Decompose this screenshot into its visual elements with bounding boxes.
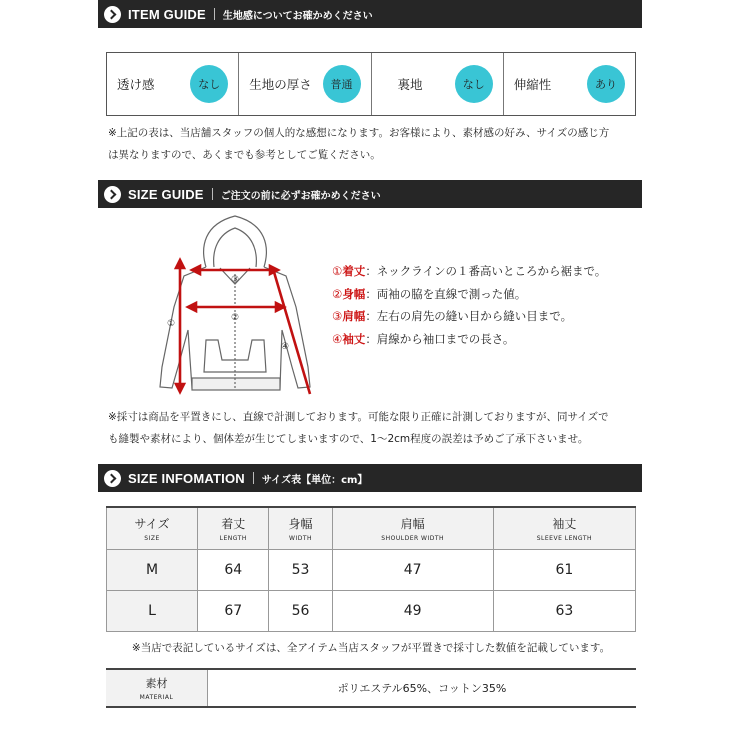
size-guide-title: SIZE GUIDE — [128, 186, 204, 202]
legend-item-shoulder: ③肩幅：左右の肩先の縫い目から縫い目まで。 — [332, 309, 573, 323]
material-row — [106, 668, 636, 708]
size-info-title: SIZE INFOMATION — [128, 470, 245, 486]
size-info-subtitle: サイズ表【単位：cm】 — [261, 474, 368, 486]
marker-shoulder: ③ — [231, 275, 240, 285]
note-line: ※採寸は商品を平置きにし、直線で計測しております。可能な限り正確に計測しておりますが、同サイズで — [108, 411, 609, 423]
guide-label: 伸縮性 — [513, 77, 552, 92]
guide-cell-transparency — [107, 53, 239, 115]
note-line: は異なりますので、あくまでも参考としてご覧ください。 — [108, 149, 381, 161]
size-table — [106, 506, 636, 632]
marker-length: ① — [167, 319, 176, 329]
table-cell: M — [107, 549, 198, 590]
divider — [212, 188, 213, 200]
guide-cell-lining — [372, 53, 504, 115]
table-cell: 49 — [332, 590, 493, 631]
guide-label: 裏地 — [397, 77, 423, 92]
chevron-right-icon — [104, 6, 121, 23]
table-cell: 53 — [269, 549, 332, 590]
note-line: ※上記の表は、当店舗スタッフの個人的な感想になります。お客様により、素材感の好み、サイズの感じ方 — [108, 127, 610, 139]
column-header-sleeve: 袖丈 SLEEVE LENGTH — [493, 507, 635, 549]
table-header-row — [107, 507, 636, 549]
material-value: ポリエステル65%、コットン35% — [337, 682, 507, 695]
size-guide-subtitle: ご注文の前に必ずお確かめください — [220, 190, 381, 202]
hoodie-measurement-diagram — [140, 212, 330, 402]
guide-value-badge: あり — [587, 65, 625, 103]
guide-value-badge: 普通 — [323, 65, 361, 103]
item-guide-header — [98, 0, 642, 28]
fabric-guide-box — [106, 52, 636, 116]
guide-value-badge: なし — [190, 65, 228, 103]
table-cell: 63 — [493, 590, 635, 631]
size-guide-header — [98, 180, 642, 208]
guide-label: 生地の厚さ — [249, 77, 312, 92]
size-info-header — [98, 464, 642, 492]
legend-item-width: ②身幅：両袖の脇を直線で測った値。 — [332, 286, 527, 301]
column-header-width: 身幅 WIDTH — [269, 507, 332, 549]
measure-lines — [176, 260, 310, 394]
guide-label: 透け感 — [117, 77, 155, 92]
marker-sleeve: ④ — [281, 342, 290, 352]
divider — [253, 472, 254, 484]
table-row — [107, 549, 636, 590]
legend-item-sleeve: ④袖丈：肩線から袖口までの長さ。 — [332, 331, 515, 346]
table-cell: 47 — [332, 549, 493, 590]
marker-width: ② — [231, 313, 240, 323]
size-info-note: ※当店で表記しているサイズは、全アイテム当店スタッフが平置きで採寸した数値を記載しています。 — [131, 642, 611, 654]
material-header: 素材 MATERIAL — [106, 670, 208, 706]
table-cell: L — [107, 590, 198, 631]
table-cell: 64 — [198, 549, 269, 590]
divider — [214, 8, 215, 20]
guide-cell-stretch — [504, 53, 635, 115]
column-header-size: サイズ SIZE — [107, 507, 198, 549]
size-guide-note — [108, 406, 636, 450]
column-header-length: 着丈 LENGTH — [198, 507, 269, 549]
item-guide-subtitle: 生地感についてお確かめください — [222, 10, 373, 22]
column-header-shoulder: 肩幅 SHOULDER WIDTH — [332, 507, 493, 549]
chevron-right-icon — [104, 186, 121, 203]
guide-cell-thickness — [239, 53, 371, 115]
legend-item-length: ①着丈：ネックラインの１番高いところから裾まで。 — [332, 264, 607, 278]
note-line: も縫製や素材により、個体差が生じてしまいますので、1〜2cm程度の誤差は予めご了承下さいませ。 — [108, 433, 589, 445]
item-guide-note — [108, 122, 636, 166]
item-guide-title: ITEM GUIDE — [128, 6, 206, 22]
hoodie-outline — [160, 216, 310, 390]
chevron-right-icon — [104, 470, 121, 487]
measurement-legend — [332, 260, 642, 350]
guide-value-badge: なし — [455, 65, 493, 103]
table-cell: 56 — [269, 590, 332, 631]
table-cell: 61 — [493, 549, 635, 590]
table-cell: 67 — [198, 590, 269, 631]
table-row — [107, 590, 636, 631]
